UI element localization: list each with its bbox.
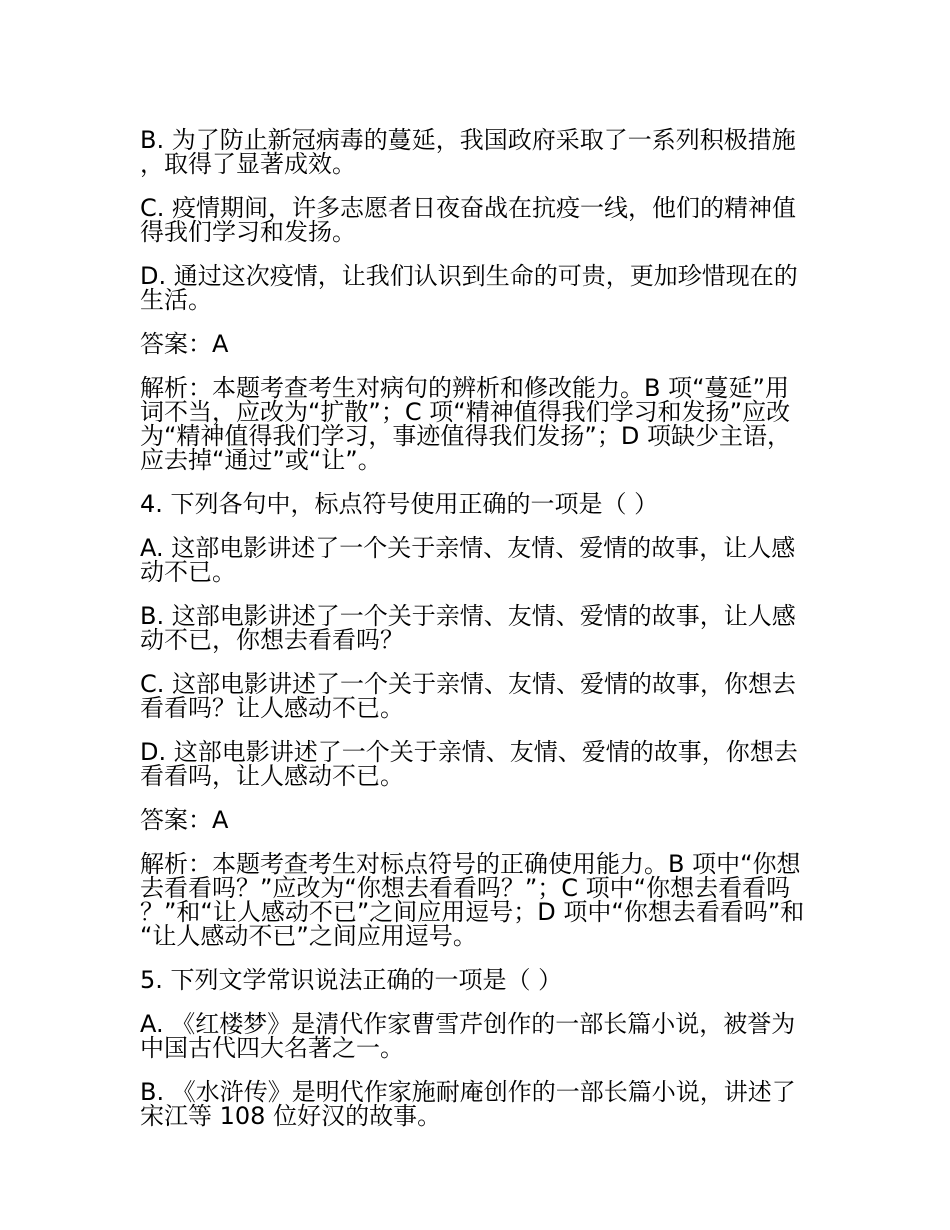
question-5: 5. 下列文学常识说法正确的一项是（ ） — [140, 966, 563, 994]
option-b-q3: B. 为了防止新冠病毒的蔓延，我国政府采取了一系列积极措施，取得了显著成效。 — [140, 126, 796, 178]
option-c-q4: C. 这部电影讲述了一个关于亲情、友情、爱情的故事，你想去看看吗？让人感动不已。 — [140, 670, 797, 722]
option-d-q4: D. 这部电影讲述了一个关于亲情、友情、爱情的故事，你想去看看吗，让人感动不已。 — [140, 738, 798, 790]
option-b-q5: B. 《水浒传》是明代作家施耐庵创作的一部长篇小说，讲述了宋江等 108 位好汉的故事。 — [140, 1078, 796, 1130]
answer-q4: 答案：A — [140, 806, 229, 834]
option-a-q4: A. 这部电影讲述了一个关于亲情、友情、爱情的故事，让人感动不已。 — [140, 534, 796, 586]
option-d-q3: D. 通过这次疫情，让我们认识到生命的可贵，更加珍惜现在的生活。 — [140, 262, 798, 314]
question-4: 4. 下列各句中，标点符号使用正确的一项是（ ） — [140, 490, 659, 518]
option-c-q3: C. 疫情期间，许多志愿者日夜奋战在抗疫一线，他们的精神值得我们学习和发扬。 — [140, 194, 797, 246]
answer-q3: 答案：A — [140, 330, 229, 358]
explanation-q3: 解析：本题考查考生对病句的辨析和修改能力。B 项“蔓延”用词不当，应改为“扩散”；C 项“精神值得我们学习和发扬”应改为“精神值得我们学习，事迹值得我们发扬”；D 项缺少主语，应去掉“通过”或“让”。 — [140, 374, 791, 474]
document-page — [140, 128, 810, 1148]
explanation-q4: 解析：本题考查考生对标点符号的正确使用能力。B 项中“你想去看看吗？”应改为“你想去看看吗？”；C 项中“你想去看看吗？”和“让人感动不已”之间应用逗号；D 项中“你想去看看吗”和“让人感动不已”之间应用逗号。 — [140, 850, 805, 950]
option-b-q4: B. 这部电影讲述了一个关于亲情、友情、爱情的故事，让人感动不已，你想去看看吗？ — [140, 602, 796, 654]
option-a-q5: A. 《红楼梦》是清代作家曹雪芹创作的一部长篇小说，被誉为中国古代四大名著之一。 — [140, 1010, 796, 1062]
